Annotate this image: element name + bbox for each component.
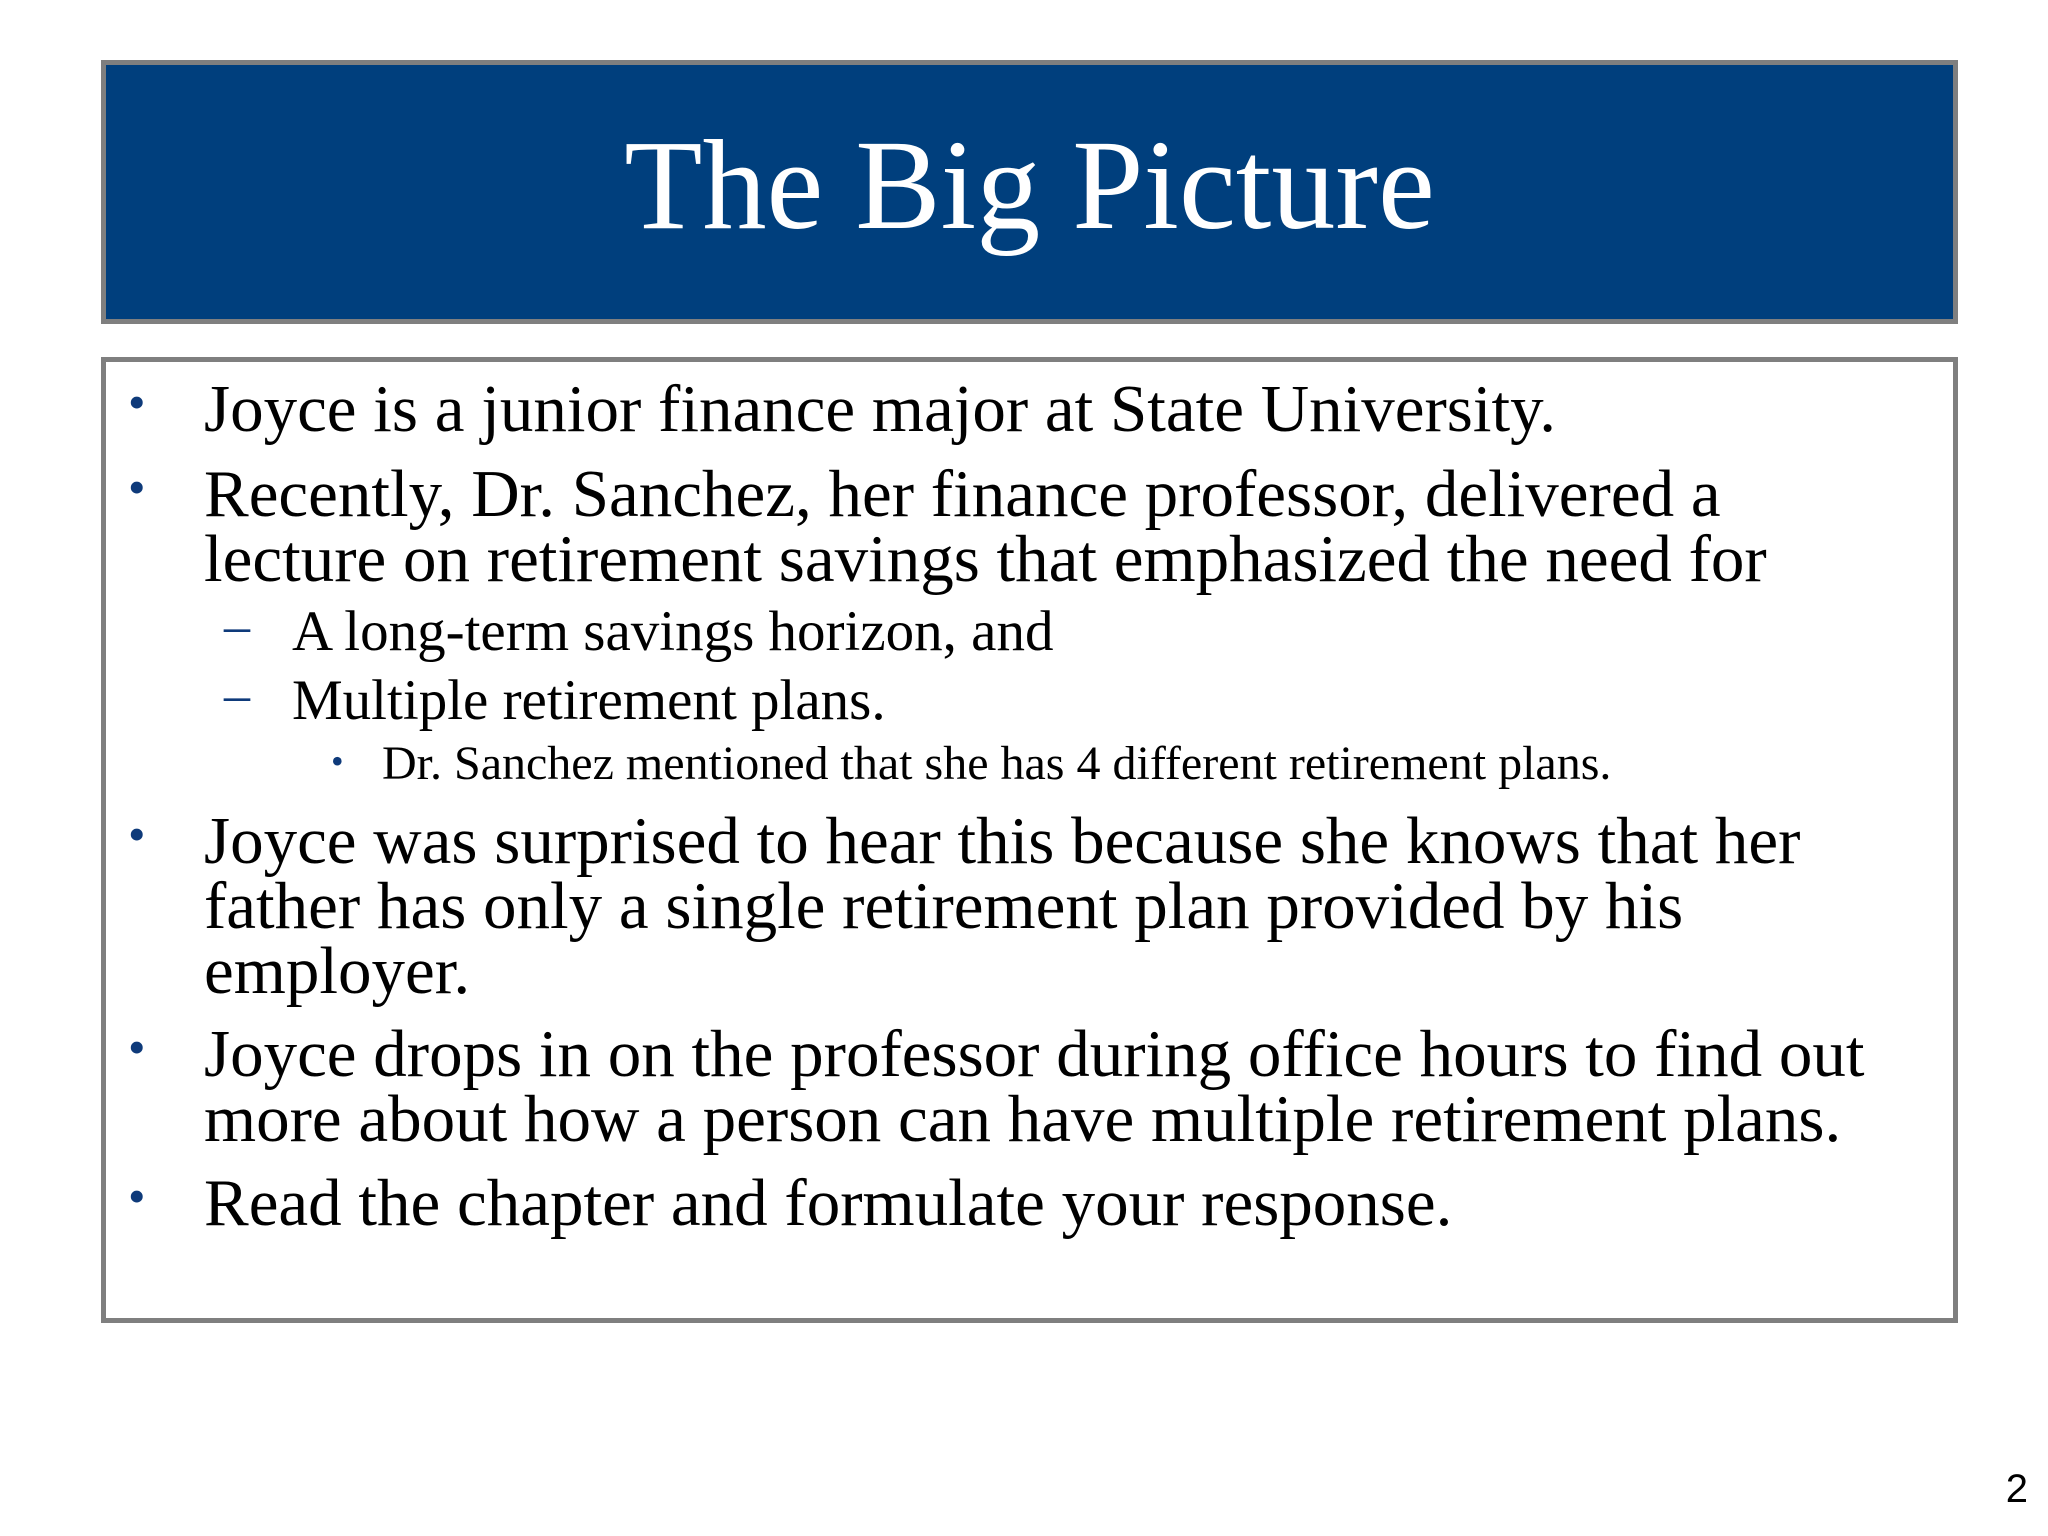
bullet-marker: • bbox=[128, 374, 146, 430]
bullet-text: father has only a single retirement plan provided by his bbox=[204, 869, 1684, 943]
sub-bullet-text: A long-term savings horizon, and bbox=[292, 600, 1054, 663]
slide-number: 2 bbox=[2005, 1467, 2028, 1511]
bullet-text: more about how a person can have multiple retirement plans. bbox=[204, 1082, 1842, 1156]
title-banner bbox=[101, 60, 1958, 324]
bullet-text: Recently, Dr. Sanchez, her finance professor, delivered a bbox=[204, 457, 1721, 531]
bullet-text: Joyce was surprised to hear this because she knows that her bbox=[204, 804, 1801, 878]
sub-sub-bullet-marker: • bbox=[331, 741, 344, 781]
bullet-text: Read the chapter and formulate your response. bbox=[204, 1166, 1453, 1240]
bullet-text: employer. bbox=[204, 934, 471, 1008]
bullet-marker: • bbox=[128, 1019, 146, 1075]
sub-bullet-text: Multiple retirement plans. bbox=[292, 669, 886, 732]
bullet-text: Joyce drops in on the professor during office hours to find out bbox=[204, 1017, 1865, 1091]
content-box bbox=[101, 357, 1958, 1323]
sub-bullet-marker: – bbox=[224, 598, 250, 655]
bullet-text: Joyce is a junior finance major at State University. bbox=[204, 372, 1557, 446]
slide-title: The Big Picture bbox=[624, 114, 1435, 256]
bullet-marker: • bbox=[128, 806, 146, 862]
bullet-marker: • bbox=[128, 1168, 146, 1224]
sub-sub-bullet-text: Dr. Sanchez mentioned that she has 4 different retirement plans. bbox=[382, 737, 1612, 790]
bullet-marker: • bbox=[128, 459, 146, 515]
bullet-text: lecture on retirement savings that emphasized the need for bbox=[204, 522, 1767, 596]
sub-bullet-marker: – bbox=[224, 667, 250, 724]
